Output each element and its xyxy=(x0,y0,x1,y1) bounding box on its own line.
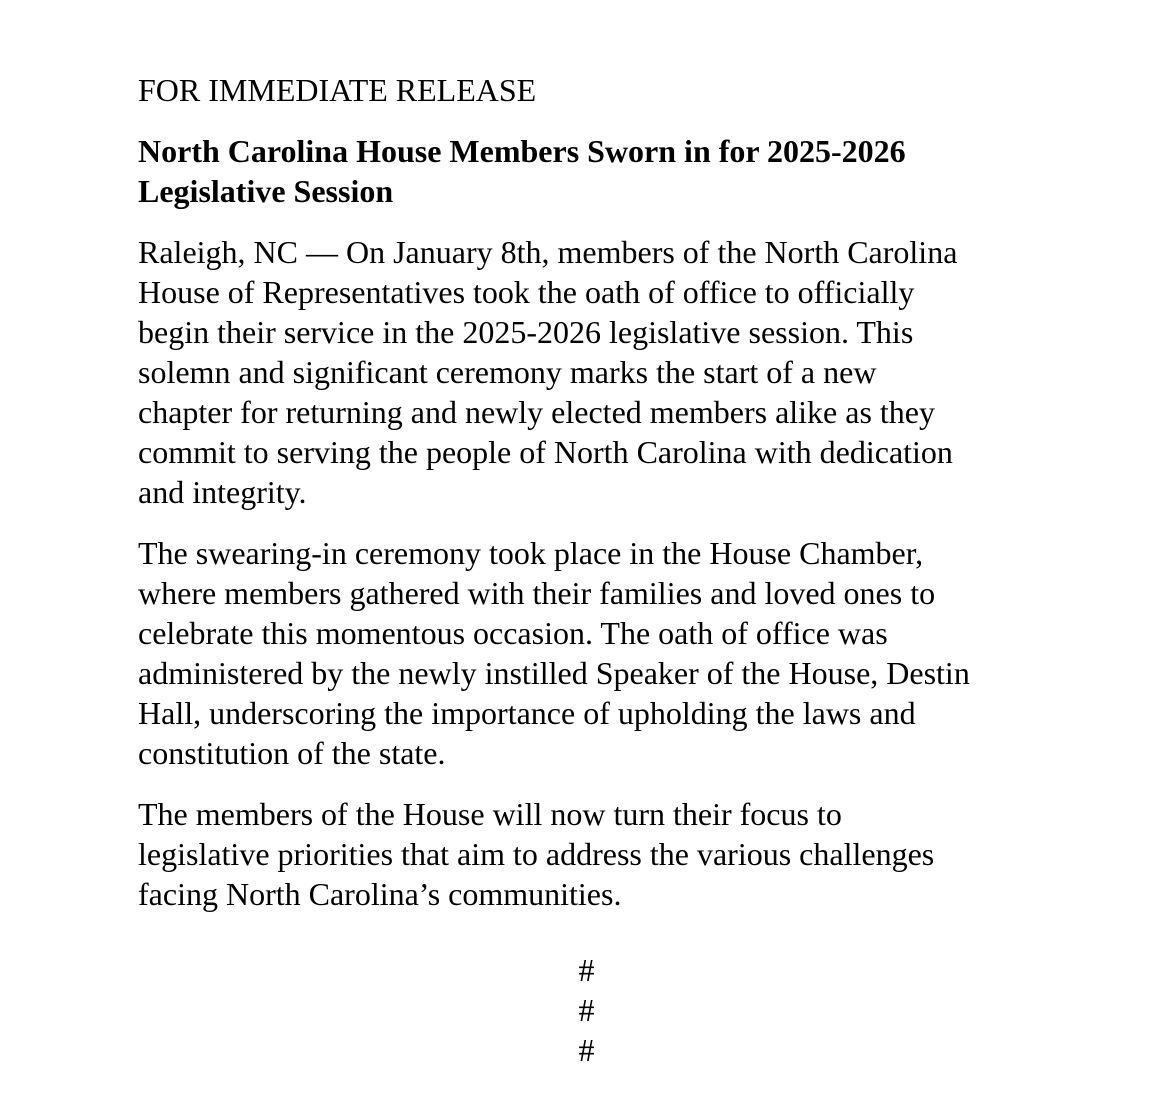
end-of-release-marks xyxy=(0,950,1170,1070)
paragraph-intro: Raleigh, NC — On January 8th, members of the North Carolina House of Representatives took the oath of office to officially begin their service in the 2025-2026 legislative session. This solemn and significant ceremony marks the start of a new chapter for returning and newly elected members alike as they commit to serving the people of North Carolina with dedication and integrity. xyxy=(138,234,958,510)
end-mark: # xyxy=(578,992,595,1028)
end-mark: # xyxy=(578,1032,595,1068)
paragraph-ceremony: The swearing-in ceremony took place in the House Chamber, where members gathered with their families and loved ones to celebrate this momentous occasion. The oath of office was administered by the newly instilled Speaker of the House, Destin Hall, underscoring the importance of upholding the laws and constitution of the state. xyxy=(138,535,970,771)
paragraph-priorities: The members of the House will now turn their focus to legislative priorities that aim to address the various challenges facing North Carolina’s communities. xyxy=(138,796,935,912)
headline: North Carolina House Members Sworn in for 2025-2026 Legislative Session xyxy=(138,133,906,209)
press-release xyxy=(138,70,1038,935)
release-label: FOR IMMEDIATE RELEASE xyxy=(138,72,537,108)
end-mark: # xyxy=(578,952,595,988)
